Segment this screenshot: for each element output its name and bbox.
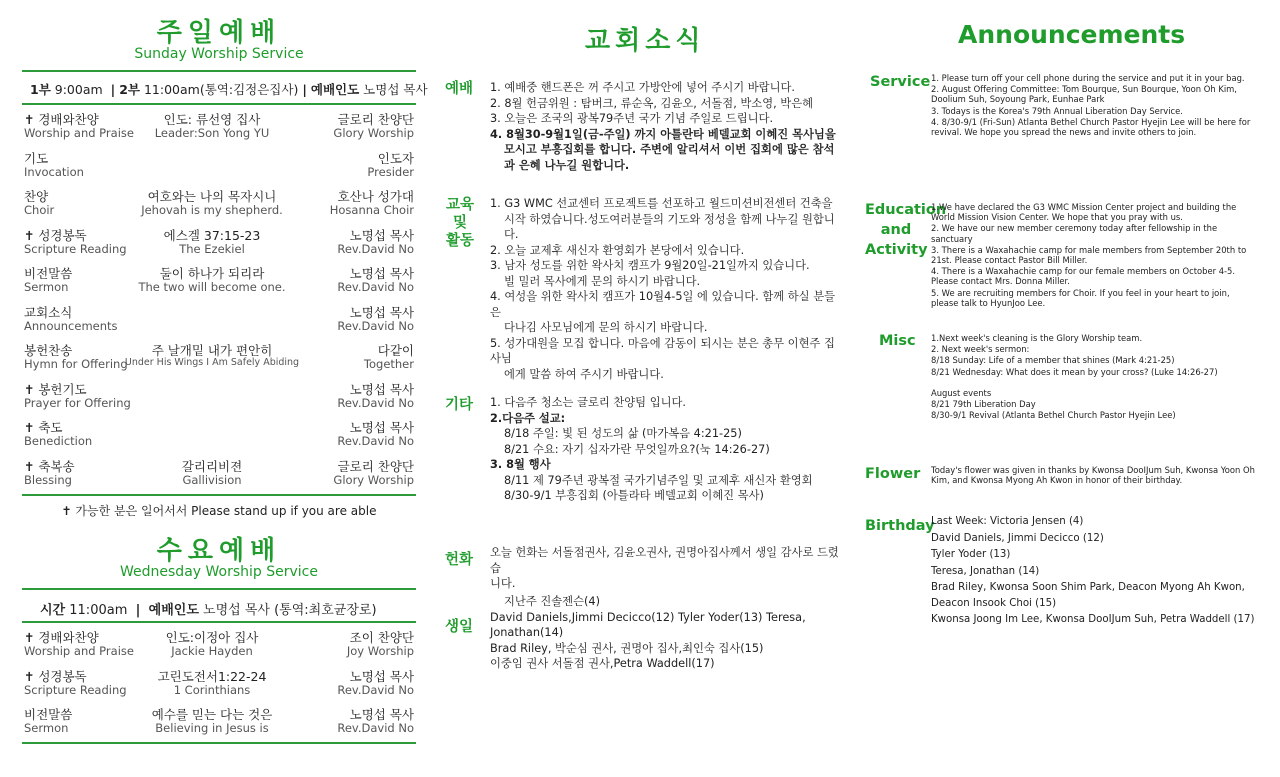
order-row xyxy=(22,670,416,709)
leader-name: 노명섭 목사 xyxy=(203,603,270,618)
order-presider xyxy=(330,190,414,217)
news-item: 8/30-9/1 부흥집회 (아틀라타 베델교회 이혜진 목사) xyxy=(504,489,764,502)
birthday-list xyxy=(931,514,1256,629)
order-presider xyxy=(337,229,414,256)
order-detail xyxy=(97,460,327,487)
news-item: 4. 8월30-9월1일(금-주일) 까지 아틀란타 베델교회 이혜진 목사님을 xyxy=(490,127,836,141)
detail-en: Jackie Hayden xyxy=(171,644,253,658)
divider xyxy=(22,621,416,623)
presider-en: Rev.David No xyxy=(337,280,414,294)
announcements-title: Announcements xyxy=(958,20,1186,49)
second-service-label: 2부 xyxy=(119,82,140,97)
presider-en: Joy Worship xyxy=(346,644,414,658)
detail-ko: 주 날개밑 내가 편안히 xyxy=(151,343,273,358)
order-item xyxy=(24,190,54,217)
news-item: 3. Todays is the Korea's 79th Annual Liberation Day Service. xyxy=(931,105,1183,116)
presider-ko: 노명섭 목사 xyxy=(349,420,414,435)
presider-en: Glory Worship xyxy=(333,472,414,487)
order-item xyxy=(24,421,92,448)
presider-ko: 다같이 xyxy=(377,343,414,358)
leader-label: 예배인도 xyxy=(310,82,360,97)
sunday-order-list xyxy=(22,113,416,498)
stand-note-text: 가능한 분은 일어서서 Please stand up if you are able xyxy=(75,504,377,518)
item-name-en: Invocation xyxy=(24,164,84,179)
presider-en: Presider xyxy=(367,164,414,179)
sunday-header xyxy=(22,18,416,63)
presider-ko: 노명섭 목사 xyxy=(349,707,414,722)
order-detail xyxy=(97,113,327,140)
presider-ko: 인도자 xyxy=(377,150,414,166)
presider-ko: 글로리 찬양단 xyxy=(337,112,414,127)
item-name-en: Announcements xyxy=(24,318,118,333)
wednesday-subtitle: Wednesday Worship Service xyxy=(120,564,318,580)
detail-en: Jehovah is my shepherd. xyxy=(141,203,283,217)
news-item: 2. Next week's sermon: xyxy=(931,344,1030,355)
presider-ko: 노명섭 목사 xyxy=(349,227,414,243)
birthday-label: Birthday xyxy=(865,518,935,534)
order-detail xyxy=(97,631,327,658)
news-item: 니다. xyxy=(490,577,516,590)
news-item: Teresa, Jonathan (14) xyxy=(931,565,1040,577)
order-presider xyxy=(337,267,414,294)
detail-ko: 여호와는 나의 목자시니 xyxy=(147,189,277,204)
item-name-ko: 찬양 xyxy=(24,189,49,204)
first-service-label: 1부 xyxy=(30,82,51,97)
presider-ko: 글로리 찬양단 xyxy=(337,458,414,474)
order-detail xyxy=(97,708,327,735)
cross-icon: ✝ xyxy=(24,420,35,435)
label-line: 및 xyxy=(452,215,467,231)
item-name-ko: 경배와찬양 xyxy=(38,630,99,645)
news-item: 4. 여성을 위한 왁사치 캠프가 10월4-5일 에 있습니다. 함께 하실 분들은 xyxy=(490,290,836,319)
news-item: 시작 하였습니다.성도여러분들의 기도와 정성을 함께 나누길 원합니다. xyxy=(504,212,835,241)
news-item: 2. August Offering Committee: Tom Bourque, Sun Bourque, Yoon Oh Kim, Doolium Suh, Soyoung Park, Eunhae Park xyxy=(931,84,1237,105)
label-line: Activity xyxy=(865,242,928,258)
presider-ko: 노명섭 목사 xyxy=(349,668,414,684)
order-row xyxy=(22,113,416,152)
order-item xyxy=(24,306,118,333)
news-item: 8/21 수요: 자기 십자가란 무엇일까요?(눅 14:26-27) xyxy=(504,442,770,456)
wednesday-info-line: 시간 11:00am | 예배인도 노명섭 목사 (통역:최호균장로) xyxy=(40,603,377,618)
order-presider xyxy=(333,113,414,140)
presider-ko: 조이 찬양단 xyxy=(349,630,414,645)
news-item: 1. Please turn off your cell phone during the service and put it in your bag. xyxy=(931,73,1245,83)
misc-label: Misc xyxy=(879,333,916,349)
news-item: 8/11 제 79주년 광복절 국가기념주일 및 교제후 새신자 환영회 xyxy=(504,473,813,487)
item-name-ko: 경배와찬양 xyxy=(38,112,99,127)
cross-icon: ✝ xyxy=(24,668,35,684)
presider-ko: 노명섭 목사 xyxy=(349,304,414,320)
leader-name: 노명섭 목사 xyxy=(363,82,428,97)
news-item: 8/21 Wednesday: What does it mean by your cross? (Luke 14:26-27) xyxy=(931,366,1218,377)
presider-en: Hosanna Choir xyxy=(329,203,414,217)
education-news-label xyxy=(445,196,475,250)
order-presider xyxy=(367,152,414,179)
order-presider xyxy=(337,306,414,333)
cross-icon: ✝ xyxy=(24,227,35,243)
detail-ko: 에스겔 37:15-23 xyxy=(163,227,261,243)
misc-list xyxy=(931,333,1256,421)
order-row xyxy=(22,383,416,422)
item-name-en: Worship and Praise xyxy=(24,126,134,140)
news-item: David Daniels, Jimmi Decicco (12) xyxy=(931,532,1104,544)
presider-en: Rev.David No xyxy=(337,682,414,697)
news-item: 에게 말씀 하여 주시기 바랍니다. xyxy=(504,367,664,381)
presider-en: Rev.David No xyxy=(337,434,414,448)
presider-en: Glory Worship xyxy=(333,126,414,140)
label-line: 활동 xyxy=(445,233,474,249)
presider-ko: 노명섭 목사 xyxy=(349,266,414,281)
education-news-list xyxy=(490,196,840,382)
order-presider xyxy=(364,344,414,371)
news-item: Kwonsa Joong Im Lee, Kwonsa DooIJum Suh, Petra Waddell (17) xyxy=(931,614,1255,625)
item-name-en: Scripture Reading xyxy=(24,682,127,697)
news-item: 1. 다음주 청소는 글로리 찬양팀 입니다. xyxy=(490,396,687,409)
news-item: 1. 예배중 핸드폰은 꺼 주시고 가방안에 넣어 주시기 바랍니다. xyxy=(490,81,796,94)
cross-icon: ✝ xyxy=(24,112,35,127)
presider-ko: 호산나 성가대 xyxy=(337,189,414,204)
order-detail xyxy=(97,670,327,697)
birthday-news-label: 생일 xyxy=(445,619,474,635)
sunday-info-line: 1부 9:00am | 2부 11:00am(통역:김정은집사) | 예배인도 노명섭 목사 xyxy=(30,82,428,97)
time-value: 11:00am xyxy=(69,603,128,618)
item-name-en: Worship and Praise xyxy=(24,644,134,658)
flower-news-label: 헌화 xyxy=(445,552,474,568)
order-item xyxy=(24,383,131,410)
news-item: Brad Riley, Kwonsa Soon Shim Park, Deacon Myong Ah Kwon, Deacon Insook Choi (15) xyxy=(931,582,1245,609)
news-item: 2. We have our new member ceremony today after fellowship in the sanctuary xyxy=(931,223,1218,244)
order-row xyxy=(22,344,416,383)
news-item: 모시고 부흥집회를 합니다. 주변에 알리셔서 이번 집회에 많은 참석 xyxy=(504,143,835,156)
item-name-en: Sermon xyxy=(24,721,69,735)
presider-en: Rev.David No xyxy=(337,318,414,333)
cross-icon: ✝ xyxy=(24,381,35,397)
item-name-en: Prayer for Offering xyxy=(24,395,131,410)
worship-news-list xyxy=(490,80,840,173)
detail-ko: 인도: 류선영 집사 xyxy=(163,112,261,127)
leader-label: 예배인도 xyxy=(148,603,199,618)
order-row xyxy=(22,152,416,191)
news-item: 이중임 권사 서돌점 권사,Petra Waddell(17) xyxy=(490,657,715,670)
detail-en: The Ezekiel xyxy=(179,241,245,256)
item-name-ko: 성경봉독 xyxy=(38,668,87,684)
order-presider xyxy=(347,631,414,658)
news-item: 4. 8/30-9/1 (Fri-Sun) Atlanta Bethel Church Pastor Hyejin Lee will be here for revival. We hope you spread the news and invite others to join. xyxy=(931,116,1251,138)
label-line: and xyxy=(880,222,912,238)
detail-ko: 인도:이정아 집사 xyxy=(165,630,259,645)
divider xyxy=(22,494,416,496)
announcements-column xyxy=(865,0,1260,777)
news-item: 2. 오늘 교제후 새신자 환영회가 본당에서 있습니다. xyxy=(490,243,745,257)
second-service-time: 11:00am(통역:김정은집사) xyxy=(143,82,299,97)
item-name-en: Sermon xyxy=(24,280,69,294)
item-name-ko: 축도 xyxy=(38,420,63,435)
news-item: 1.We have declared the G3 WMC Mission Center project and building the World Mission Vision Center. We hope that you pray with us. xyxy=(931,202,1237,223)
stand-note xyxy=(22,498,416,523)
order-item xyxy=(24,460,75,487)
presider-en: Rev.David No xyxy=(337,721,414,735)
order-presider xyxy=(337,708,414,735)
detail-ko: 둘이 하나가 되리라 xyxy=(159,266,265,281)
presider-en: Rev.David No xyxy=(337,395,414,410)
detail-ko: 예수를 믿는 다는 것은 xyxy=(151,707,273,722)
item-name-ko: 성경봉독 xyxy=(38,227,87,243)
flower-label: Flower xyxy=(865,466,921,482)
news-item: 4. There is a Waxahachie camp for our female members on October 4-5. Please contact Mrs. Donna Miller. xyxy=(931,266,1236,287)
presider-en: Rev.David No xyxy=(337,241,414,256)
sunday-title: 주일예배 xyxy=(156,18,282,48)
misc-news-label: 기타 xyxy=(445,397,474,413)
label-line: Education xyxy=(865,202,947,218)
events-title: August events xyxy=(931,387,992,398)
service-label: Service xyxy=(870,74,931,90)
event-item: 8/30-9/1 Revival (Atlanta Bethel Church Pastor Hyejin Lee) xyxy=(931,410,1176,421)
item-name-ko: 교회소식 xyxy=(24,304,73,320)
news-item: 3. There is a Waxahachie camp for male members from September 20th to 21st. Please contact Pastor Bill Miller. xyxy=(931,244,1247,266)
order-item xyxy=(24,708,72,735)
order-row xyxy=(22,460,416,499)
order-row xyxy=(22,229,416,268)
spacer xyxy=(931,378,1256,388)
wednesday-header xyxy=(22,536,416,581)
item-name-en: Blessing xyxy=(24,472,72,487)
item-name-en: Benediction xyxy=(24,434,93,448)
order-row xyxy=(22,708,416,747)
order-row xyxy=(22,421,416,460)
order-detail xyxy=(97,229,327,256)
order-detail xyxy=(97,344,327,368)
news-item: 과 은혜 나누길 원합니다. xyxy=(504,158,630,172)
order-row xyxy=(22,631,416,670)
detail-en: The two will become one. xyxy=(138,280,286,294)
wednesday-title: 수요예배 xyxy=(156,536,282,566)
detail-en: Gallivision xyxy=(182,472,242,487)
wednesday-order-list xyxy=(22,631,416,747)
misc-news-list xyxy=(490,395,840,504)
order-detail xyxy=(97,190,327,217)
news-item: 8/18 주일: 빛 된 성도의 삶 (마가복음 4:21-25) xyxy=(504,427,742,440)
item-name-en: Choir xyxy=(24,203,55,217)
item-name-ko: 축복송 xyxy=(38,458,75,474)
news-item: 2. 8월 헌금위원 : 탐버크, 류순옥, 김윤오, 서돌점, 박소영, 박은혜 xyxy=(490,96,814,110)
education-list xyxy=(931,202,1256,309)
cross-icon: ✝ xyxy=(24,458,35,474)
divider xyxy=(22,103,416,105)
item-name-ko: 봉헌기도 xyxy=(38,381,87,397)
item-name-ko: 봉헌찬송 xyxy=(24,343,73,358)
order-item xyxy=(24,152,84,179)
order-detail xyxy=(97,267,327,294)
presider-en: Together xyxy=(363,357,414,371)
order-presider xyxy=(337,670,414,697)
news-item: 8/18 Sunday: Life of a member that shines (Mark 4:21-25) xyxy=(931,355,1175,366)
flower-news-list xyxy=(490,545,840,592)
presider-ko: 노명섭 목사 xyxy=(349,381,414,397)
detail-ko: 갈리리비젼 xyxy=(181,458,243,474)
sunday-subtitle: Sunday Worship Service xyxy=(134,46,304,62)
news-item: 3. 남자 성도를 위한 왁사치 캠프가 9월20일-21일까지 있습니다. xyxy=(490,259,810,272)
news-item: 오늘 헌화는 서돌점권사, 김윤오권사, 권명아집사께서 생일 감사로 드렸습 xyxy=(490,546,839,575)
item-name-ko: 비전말씀 xyxy=(24,266,73,281)
news-item: Last Week: Victoria Jensen (4) xyxy=(931,516,1084,527)
worship-news-label: 예배 xyxy=(445,81,474,97)
first-service-time: 9:00am xyxy=(54,82,103,97)
church-news-column xyxy=(445,0,840,777)
order-row xyxy=(22,190,416,229)
item-name-en: Scripture Reading xyxy=(24,241,127,256)
order-presider xyxy=(337,421,414,448)
detail-en: Believing in Jesus is xyxy=(155,721,269,735)
detail-ko: 고린도전서1:22-24 xyxy=(157,668,267,684)
label-line: 교육 xyxy=(445,197,474,213)
church-news-title: 교회소식 xyxy=(585,26,706,56)
news-item: 빌 밀러 목사에게 문의 하시기 바랍니다. xyxy=(504,274,701,288)
order-row xyxy=(22,306,416,345)
divider xyxy=(22,70,416,72)
order-row xyxy=(22,267,416,306)
news-item: 1. G3 WMC 선교센터 프로젝트를 선포하고 월드미션비전센터 건축을 xyxy=(490,197,833,210)
news-item: 다나김 사모님에게 문의 하시기 바랍니다. xyxy=(504,321,708,334)
detail-en: Under His Wings I Am Safely Abiding xyxy=(124,357,300,368)
news-item: Brad Riley, 박순심 권사, 권명아 집사,최인숙 집사(15) xyxy=(490,641,764,655)
time-label: 시간 xyxy=(40,603,66,618)
news-item: 5. 성가대원을 모집 합니다. 마음에 감동이 되시는 분은 총무 이현주 집사님 xyxy=(490,336,835,365)
news-item: 3. 8월 행사 xyxy=(490,458,551,471)
divider xyxy=(22,742,416,744)
news-item: David Daniels,Jimmi Decicco(12) Tyler Yoder(13) Teresa, Jonathan(14) xyxy=(490,610,806,639)
news-item: 3. 오늘은 조국의 광복79주년 국가 기념 주일로 드립니다. xyxy=(490,112,774,125)
detail-en: Leader:Son Yong YU xyxy=(154,126,270,140)
detail-en: 1 Corinthians xyxy=(173,682,251,697)
item-name-en: Hymn for Offering xyxy=(24,357,128,371)
flower-text: Today's flower was given in thanks by Kwonsa DooIJum Suh, Kwonsa Yoon Oh Kim, and Kwonsa Myong Ah Kwon in honor of their birthday. xyxy=(931,465,1255,486)
order-presider xyxy=(333,460,414,487)
news-item: 2.다음주 설교: xyxy=(490,411,566,425)
divider xyxy=(22,588,416,590)
item-name-ko: 비전말씀 xyxy=(24,707,73,722)
cross-icon: ✝ xyxy=(24,630,35,645)
news-item: Tyler Yoder (13) xyxy=(931,549,1011,560)
order-item xyxy=(24,267,72,294)
order-presider xyxy=(337,383,414,410)
news-item: 지난주 진솔젠슨(4) xyxy=(504,595,600,608)
interpreter: (통역:최호균장로) xyxy=(274,603,377,618)
event-item: 8/21 79th Liberation Day xyxy=(931,399,1036,410)
cross-icon: ✝ xyxy=(61,504,72,518)
service-list xyxy=(931,73,1256,138)
item-name-ko: 기도 xyxy=(24,150,49,166)
education-label xyxy=(865,200,947,260)
news-item: 1.Next week's cleaning is the Glory Worship team. xyxy=(931,333,1143,343)
news-item: 5. We are recruiting members for Choir. If you feel in your heart to join, please talk to HyunJoo Lee. xyxy=(931,287,1230,308)
birthday-news-list xyxy=(490,594,840,672)
